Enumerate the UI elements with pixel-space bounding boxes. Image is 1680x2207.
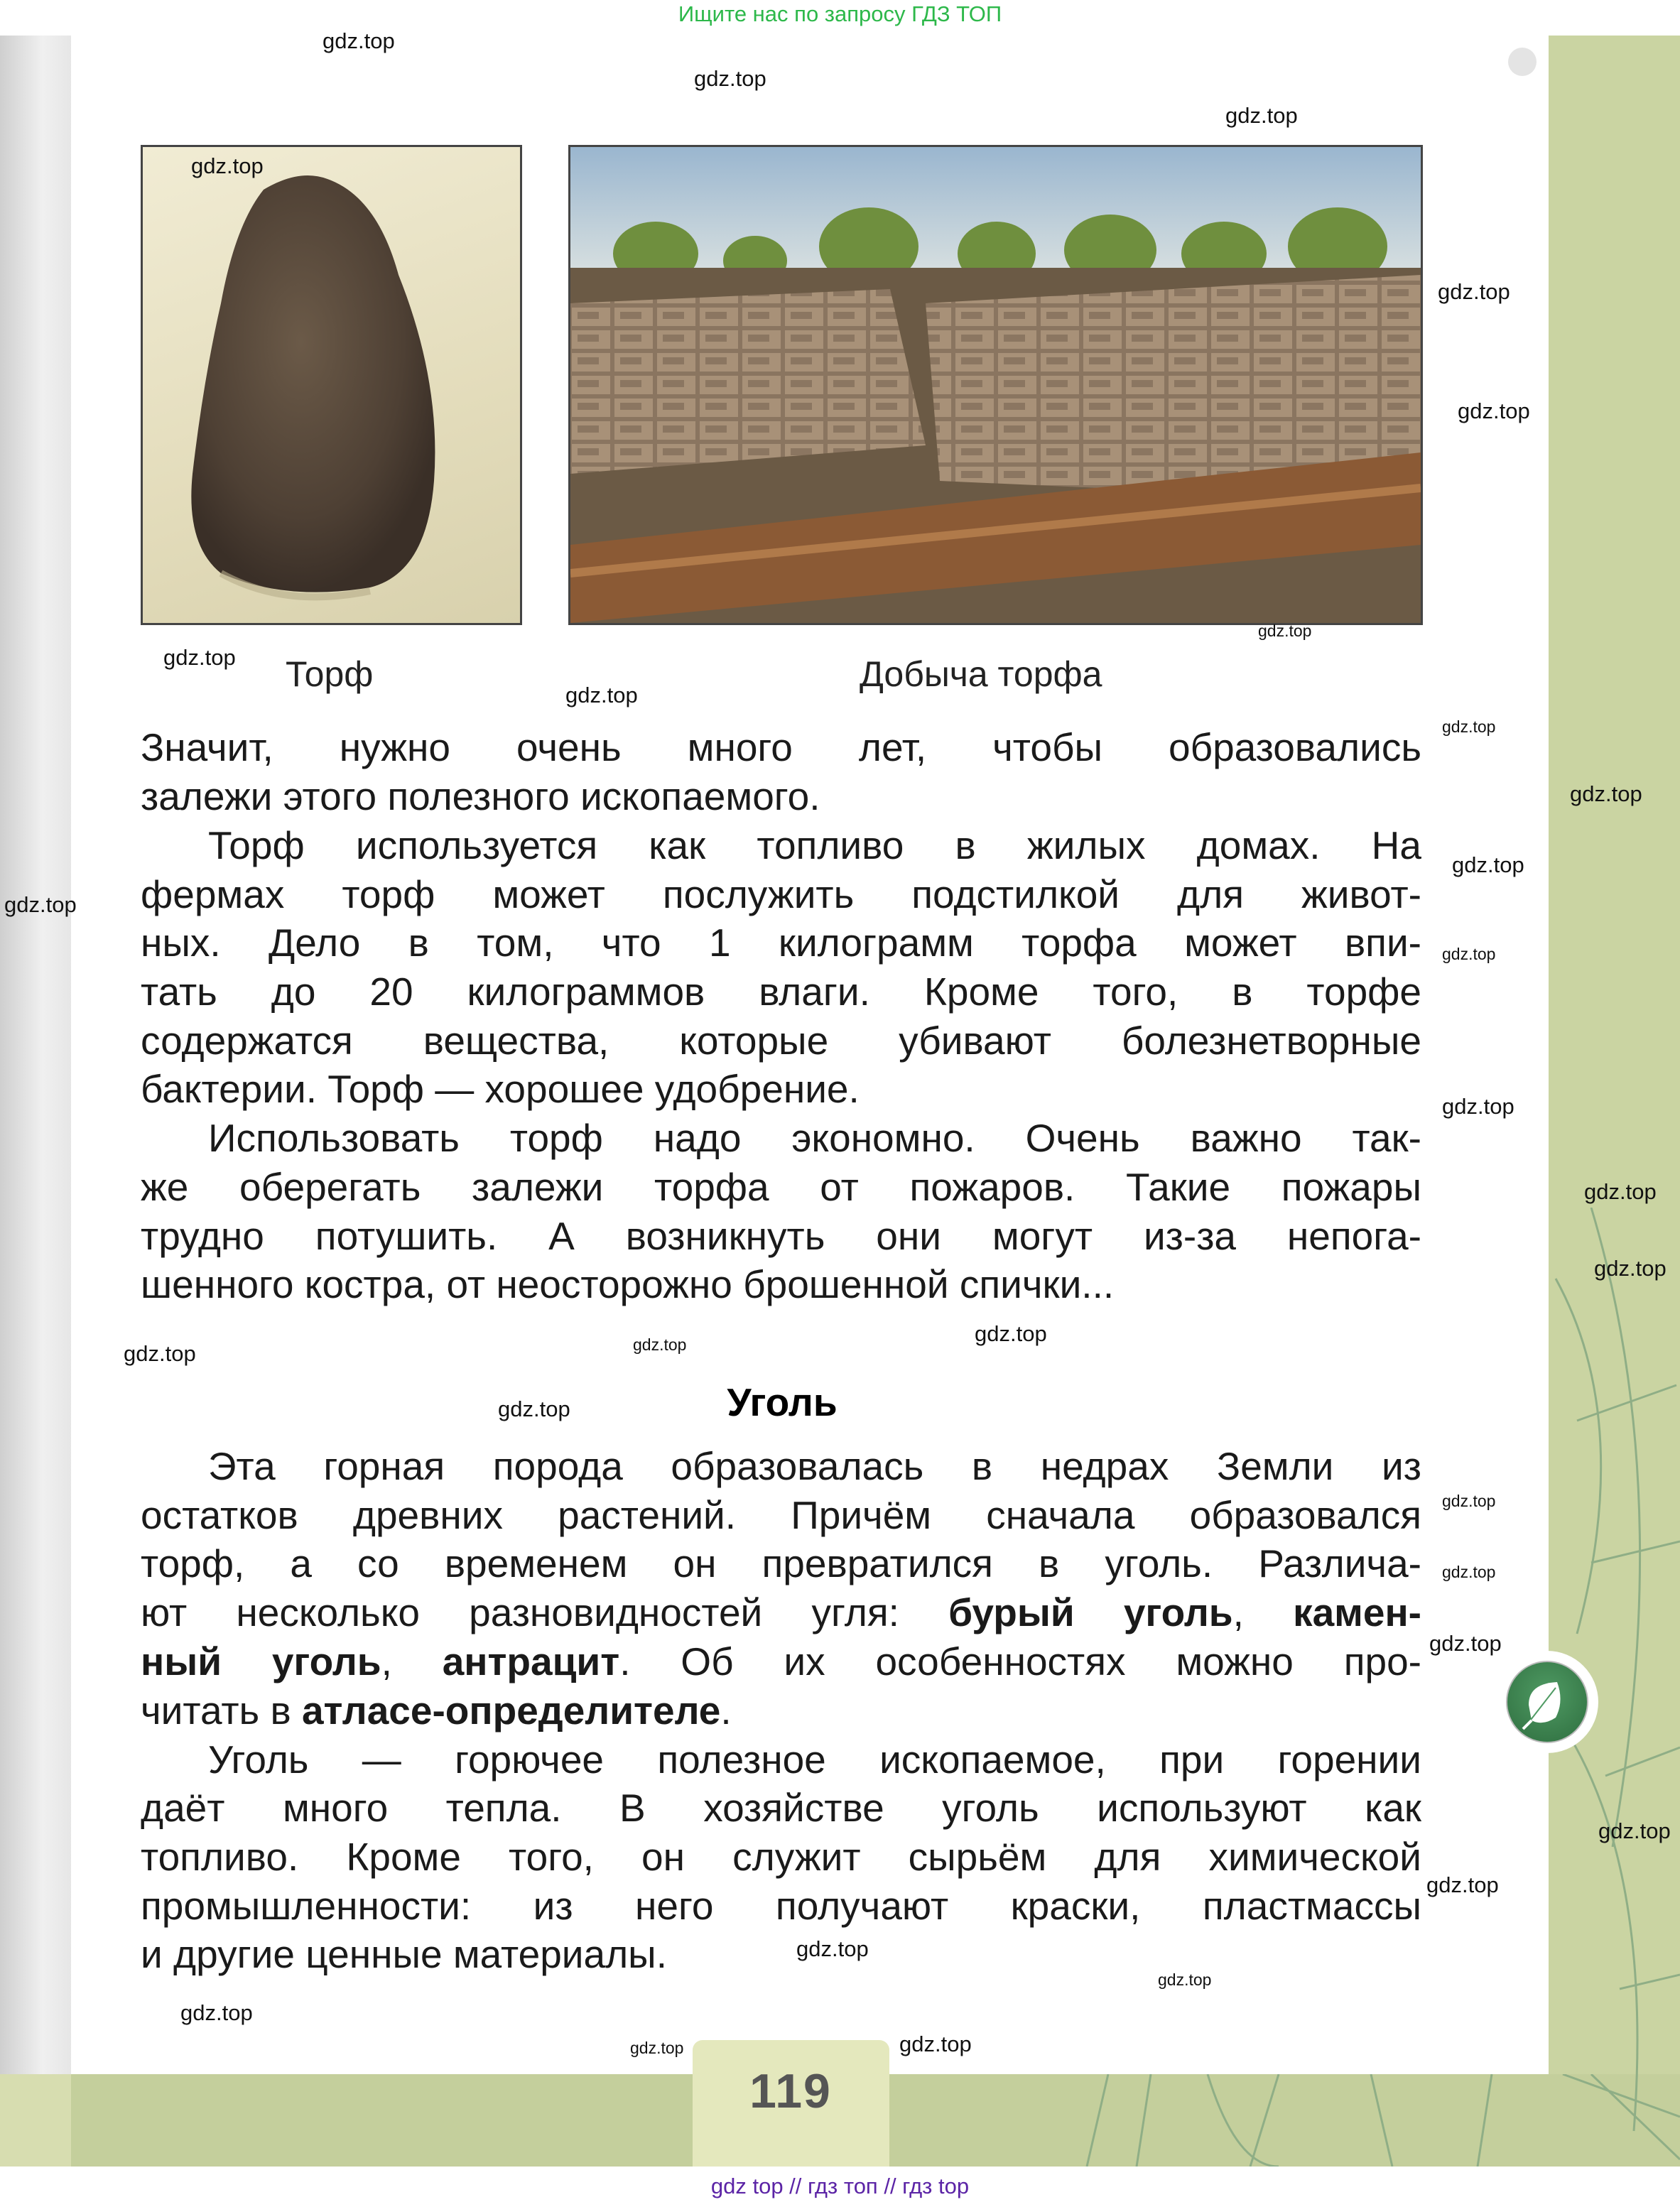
- text-segment: Использовать торф надо экономно. Очень важно так-: [208, 1116, 1421, 1160]
- text-line: [141, 872, 1421, 917]
- text-segment: ных. Дело в том, что 1 килограмм торфа может впи-: [141, 921, 1421, 965]
- text-segment: даёт много тепла. В хозяйстве уголь используют как: [141, 1786, 1421, 1830]
- text-line: [141, 969, 1421, 1014]
- text-segment: Торф используется как топливо в жилых домах. На: [208, 823, 1421, 867]
- text-line: [141, 1931, 1421, 1977]
- bold-term: ный уголь: [141, 1639, 381, 1683]
- watermark: gdz.top: [191, 153, 264, 178]
- watermark: gdz.top: [565, 683, 638, 707]
- text-line: [141, 1213, 1421, 1259]
- watermark: gdz.top: [1584, 1179, 1657, 1204]
- watermark: gdz.top: [1442, 1563, 1496, 1581]
- text-line: [141, 1018, 1421, 1063]
- leaf-badge: [1496, 1651, 1598, 1753]
- book-spine: [0, 36, 71, 2167]
- watermark: gdz.top: [1438, 279, 1510, 304]
- watermark: gdz.top: [796, 1936, 869, 1961]
- text-segment: ют несколько разновидностей угля:: [141, 1590, 949, 1634]
- leaf-pattern-bottom: [781, 2074, 1680, 2167]
- watermark: gdz.top: [498, 1397, 570, 1421]
- text-segment: залежи этого полезного ископаемого.: [141, 774, 820, 818]
- text-line: [141, 774, 1421, 819]
- text-segment: ,: [1232, 1590, 1294, 1634]
- banner-text[interactable]: Ищите нас по запросу ГДЗ ТОП: [678, 1, 1002, 26]
- watermark: gdz.top: [1570, 781, 1642, 806]
- text-segment: читать в: [141, 1688, 302, 1732]
- text-segment: торф, а со временем он превратился в уголь. Различа-: [141, 1541, 1421, 1585]
- watermark: gdz.top: [1442, 1094, 1514, 1119]
- text-segment: ,: [381, 1639, 443, 1683]
- watermark: gdz.top: [633, 1335, 687, 1354]
- text-line: [141, 1785, 1421, 1831]
- watermark: gdz.top: [1442, 945, 1496, 963]
- peat-lump-image: [143, 147, 520, 623]
- text-line: [141, 1492, 1421, 1538]
- watermark: gdz.top: [180, 2000, 253, 2025]
- extraction-caption: Добыча торфа: [860, 654, 1102, 694]
- text-line: [141, 1688, 1421, 1733]
- watermark: gdz.top: [1598, 1818, 1671, 1843]
- text-line: [141, 1262, 1421, 1307]
- bold-term: атласе-определителе: [301, 1688, 721, 1732]
- text-segment: топливо. Кроме того, он служит сырьём для химической: [141, 1835, 1421, 1879]
- watermark: gdz.top: [630, 2039, 684, 2057]
- watermark: gdz.top: [1442, 717, 1496, 736]
- watermark: gdz.top: [1158, 1970, 1212, 1989]
- text-line: [141, 1443, 1421, 1489]
- gray-dot: [1508, 48, 1537, 76]
- peat-photo: [141, 145, 522, 625]
- text-segment: шенного костра, от неосторожно брошенной спички...: [141, 1262, 1115, 1306]
- watermark: gdz.top: [1426, 1872, 1499, 1897]
- section-heading-coal: Уголь: [727, 1380, 838, 1424]
- text-segment: содержатся вещества, которые убивают болезнетворные: [141, 1019, 1421, 1063]
- watermark: gdz.top: [1458, 398, 1530, 423]
- text-segment: трудно потушить. А возникнуть они могут из-за непога-: [141, 1214, 1421, 1258]
- text-segment: остатков древних растений. Причём сначала образовался: [141, 1493, 1421, 1537]
- page-number: 119: [749, 2064, 832, 2118]
- text-segment: же оберегать залежи торфа от пожаров. Такие пожары: [141, 1165, 1421, 1209]
- text-line: [141, 823, 1421, 868]
- text-segment: .: [720, 1688, 732, 1732]
- text-line: [141, 1541, 1421, 1586]
- text-segment: Значит, нужно очень много лет, чтобы образовались: [141, 725, 1421, 769]
- book-spine-bottom: [0, 2074, 71, 2167]
- watermark: gdz.top: [1594, 1256, 1667, 1281]
- watermark: gdz.top: [1225, 103, 1298, 128]
- text-segment: . Об их особенностях можно про-: [619, 1639, 1421, 1683]
- watermark: gdz.top: [1452, 852, 1524, 877]
- watermark: gdz.top: [1442, 1492, 1496, 1510]
- text-segment: и другие ценные материалы.: [141, 1932, 667, 1976]
- text-line: [141, 725, 1421, 770]
- watermark: gdz.top: [163, 645, 236, 670]
- watermark: gdz.top: [4, 892, 77, 917]
- bold-term: камен-: [1293, 1590, 1421, 1634]
- watermark: gdz.top: [694, 66, 766, 91]
- text-line: [141, 1115, 1421, 1161]
- watermark: gdz.top: [1429, 1631, 1502, 1656]
- text-segment: Уголь — горючее полезное ископаемое, при горении: [208, 1737, 1421, 1782]
- peat-caption: Торф: [286, 654, 374, 694]
- peat-extraction-image: [570, 147, 1421, 623]
- watermark: gdz.top: [899, 2032, 972, 2056]
- watermark: gdz.top: [124, 1341, 196, 1366]
- text-segment: тать до 20 килограммов влаги. Кроме того, в торфе: [141, 970, 1421, 1014]
- leaf-icon: [1507, 1662, 1587, 1742]
- text-segment: Эта горная порода образовалась в недрах Земли из: [208, 1444, 1421, 1488]
- text-line: [141, 1834, 1421, 1880]
- footer-links[interactable]: gdz top // гдз топ // гдз top: [710, 2174, 970, 2198]
- text-line: [141, 920, 1421, 965]
- watermark: gdz.top: [1258, 622, 1312, 640]
- watermark: gdz.top: [323, 28, 395, 53]
- watermark: gdz.top: [975, 1321, 1047, 1346]
- text-line: [141, 1590, 1421, 1635]
- text-line: [141, 1883, 1421, 1929]
- text-line: [141, 1639, 1421, 1684]
- text-line: [141, 1737, 1421, 1782]
- text-segment: промышленности: из него получают краски, пластмассы: [141, 1884, 1421, 1928]
- bold-term: бурый уголь: [948, 1590, 1233, 1634]
- text-segment: фермах торф может послужить подстилкой для живот-: [141, 872, 1421, 916]
- text-line: [141, 1066, 1421, 1112]
- bold-term: антрацит: [442, 1639, 620, 1683]
- text-segment: бактерии. Торф — хорошее удобрение.: [141, 1067, 860, 1111]
- text-line: [141, 1164, 1421, 1210]
- peat-extraction-photo: [568, 145, 1423, 625]
